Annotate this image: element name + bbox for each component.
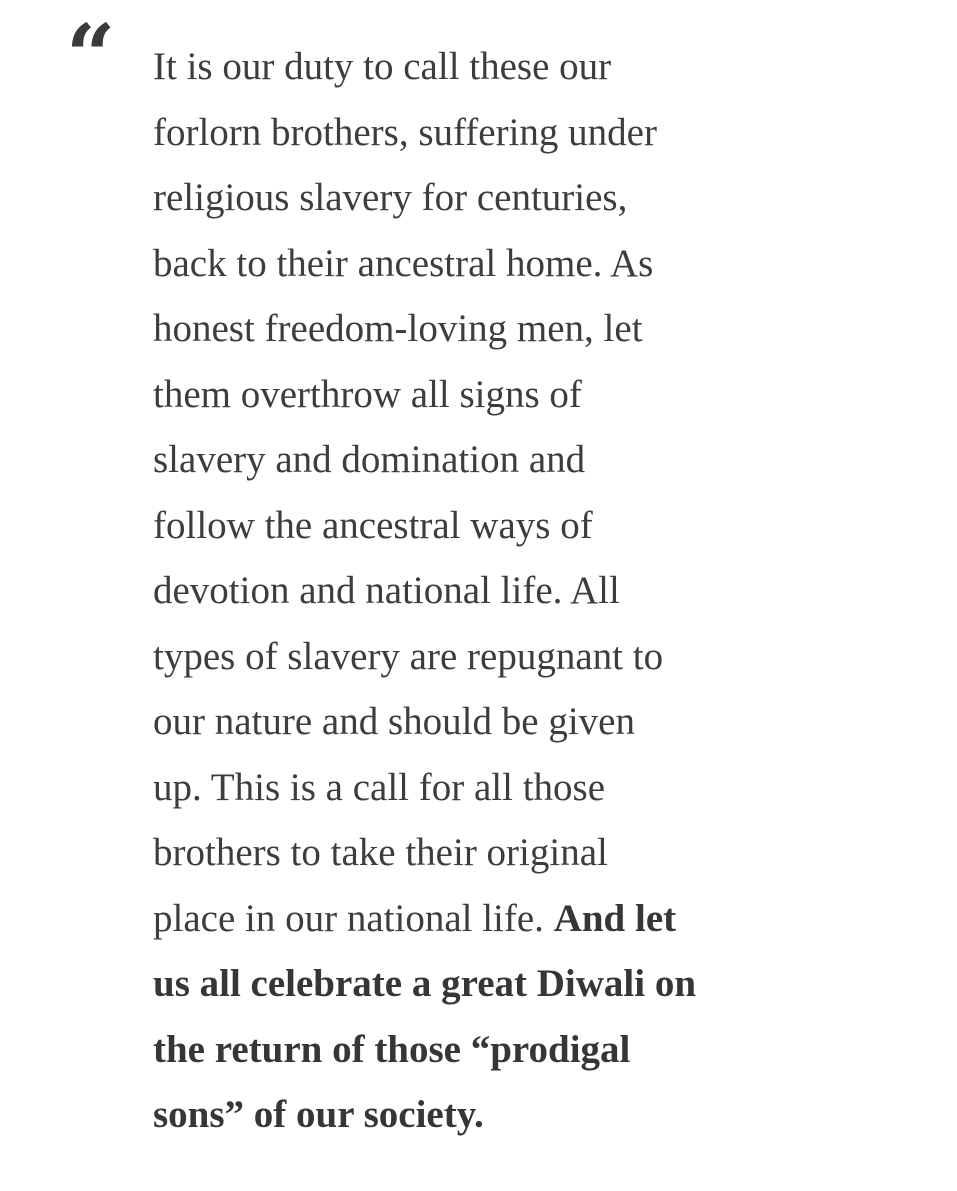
- open-quote-icon: “: [66, 6, 112, 107]
- quote-line: back to their ancestral home. As: [153, 241, 654, 285]
- quote-text: [153, 34, 953, 1148]
- quote-line: them overthrow all signs of: [153, 372, 582, 416]
- quote-line: It is our duty to call these our: [153, 45, 612, 88]
- quote-line-bold: the return of those “prodigal: [153, 1027, 631, 1071]
- quote-line-bold-part: And let: [553, 896, 677, 940]
- quote-line: types of slavery are repugnant to: [153, 634, 664, 678]
- quote-line-bold: us all celebrate a great Diwali on: [153, 962, 697, 1005]
- quote-line: follow the ancestral ways of: [153, 503, 593, 547]
- quote-line-bold: sons” of our society.: [153, 1093, 484, 1136]
- quote-line-regular-part: place in our national life.: [153, 896, 554, 940]
- quote-line: brothers to take their original: [153, 831, 608, 874]
- quote-line: slavery and domination and: [153, 438, 586, 481]
- quote-line: devotion and national life. All: [153, 569, 620, 612]
- quote-line: up. This is a call for all those: [153, 765, 606, 809]
- quote-line: religious slavery for centuries,: [153, 176, 628, 219]
- quote-line: honest freedom-loving men, let: [153, 307, 643, 350]
- quote-line: our nature and should be given: [153, 700, 635, 743]
- quote-line-mixed: [153, 886, 953, 952]
- quote-line: forlorn brothers, suffering under: [153, 110, 657, 154]
